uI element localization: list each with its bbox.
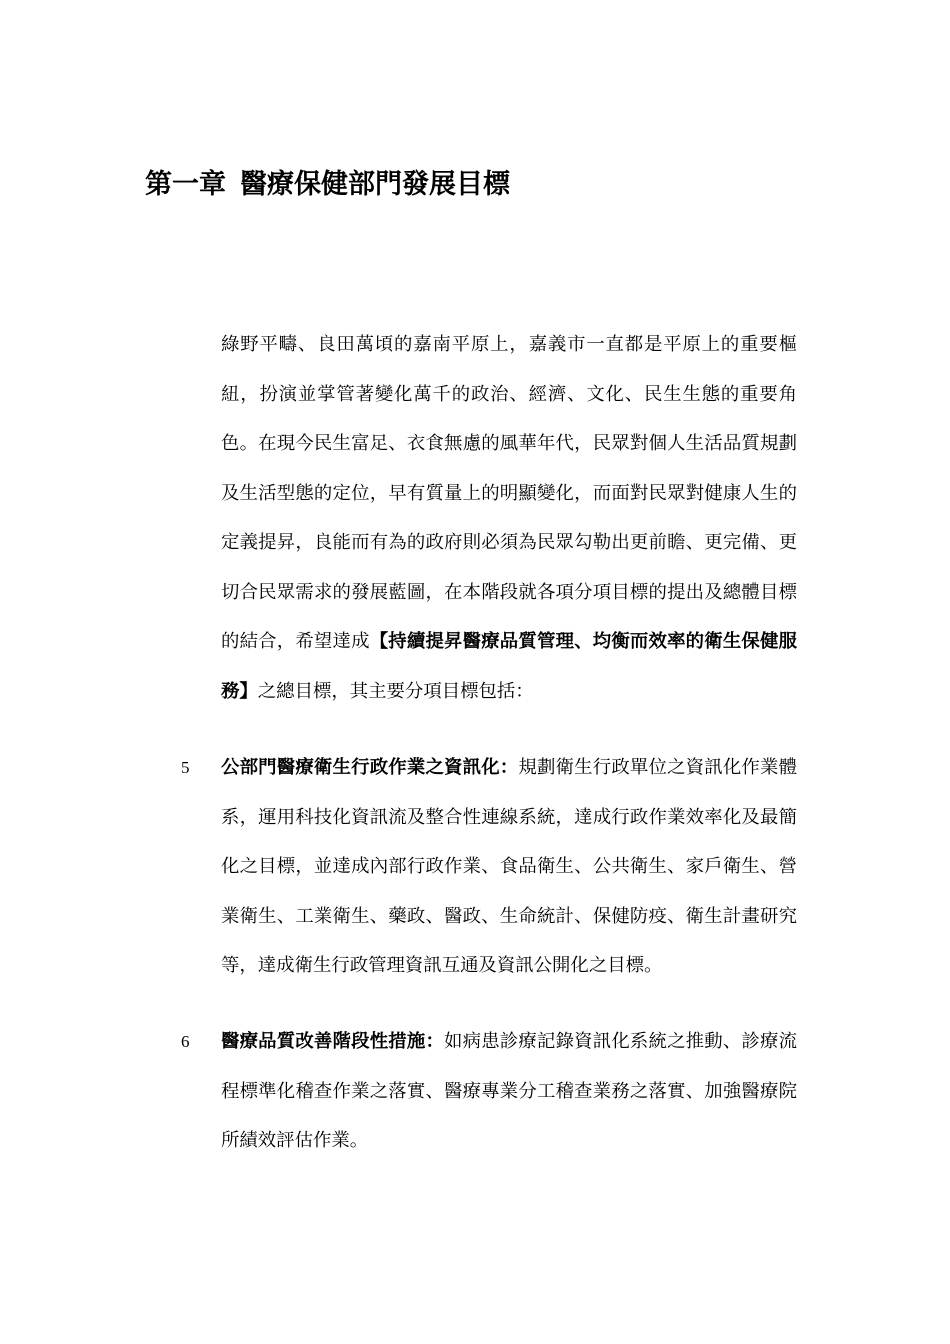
chapter-number: 第一章 <box>145 169 226 200</box>
chapter-title <box>145 165 510 205</box>
item-text: 如病患診療記錄資訊化系統之推動、診療流程標準化稽查作業之落實、醫療專業分工稽查業務之落實、加強醫療院所績效評估作業。 <box>221 1031 797 1151</box>
chapter-title-text: 醫療保健部門發展目標 <box>240 169 510 200</box>
overall-goal: 【持續提昇醫療品質管理、均衡而效率的衛生保健服務】 <box>221 631 797 702</box>
intro-text: 綠野平疇、良田萬頃的嘉南平原上，嘉義市一直都是平原上的重要樞紐，扮演並掌管著變化萬千的政治、經濟、文化、民生生態的重要角色。在現今民生富足、衣食無慮的風華年代，民眾對個人生活品質規劃及生活型態的定位，早有質量上的明顯變化，而面對民眾對健康人生的定義提昇，良能而有為的政府則必須為民眾勾勒出更前瞻、更完備、更切合民眾需求的發展藍圖，在本階段就各項分項目標的提出及總體目標的結合，希望達成 <box>221 334 797 652</box>
list-item <box>221 743 797 991</box>
item-text: 規劃衛生行政單位之資訊化作業體系，運用科技化資訊流及整合性連線系統，達成行政作業效率化及最簡化之目標，並達成內部行政作業、食品衛生、公共衛生、家戶衛生、營業衛生、工業衛生、藥政、醫政、生命統計、保健防疫、衛生計畫研究等，達成衛生行政管理資訊互通及資訊公開化之目標。 <box>221 757 797 976</box>
intro-paragraph <box>221 320 797 716</box>
intro-tail: 之總目標，其主要分項目標包括： <box>257 680 534 702</box>
item-number: 5 <box>181 758 190 777</box>
item-number: 6 <box>181 1032 190 1051</box>
item-heading: 公部門醫療衛生行政作業之資訊化： <box>221 757 519 778</box>
item-heading: 醫療品質改善階段性措施： <box>221 1031 445 1052</box>
list-item <box>221 1017 797 1166</box>
